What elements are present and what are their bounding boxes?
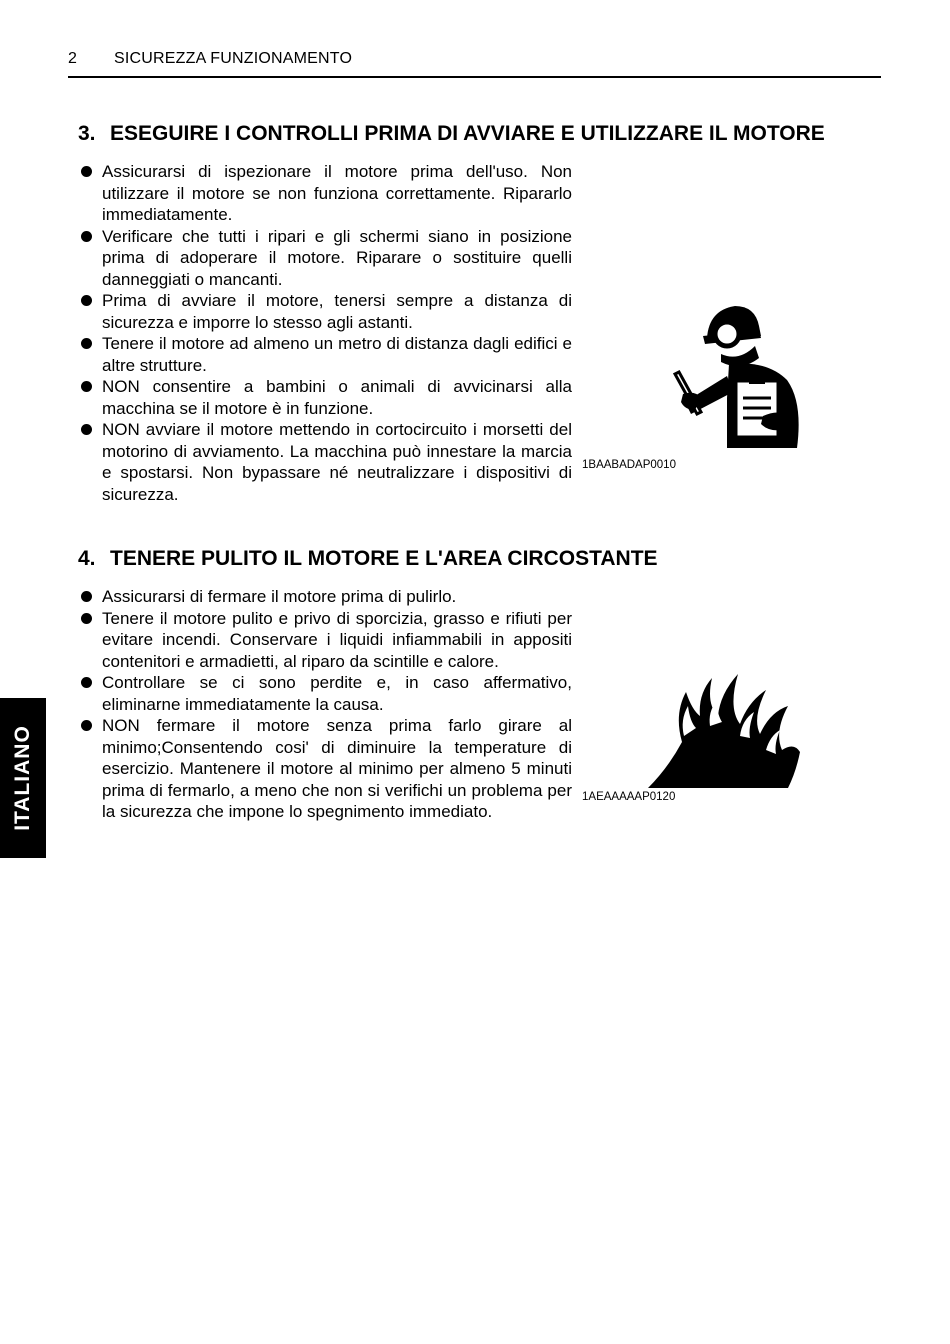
section-number: 4. xyxy=(78,547,96,570)
list-item: Assicurarsi di ispezionare il motore prima dell'uso. Non utilizzare il motore se non funziona correttamente. Ripararlo immediatamente. xyxy=(78,161,572,226)
page-header xyxy=(68,50,881,78)
figure-code: 1BAABADAP0010 xyxy=(582,459,676,471)
page-number: 2 xyxy=(68,50,78,67)
language-label: ITALIANO xyxy=(11,725,34,831)
list-item: NON fermare il motore senza prima farlo girare al minimo;Consentendo cosi' di diminuire la temperature di esercizio. Mantenere il motore al minimo per almeno 5 minuti prima di fermarlo, a meno che non si verifichi un problema per la sicurezza che impone lo spegnimento immediato. xyxy=(78,715,572,823)
list-item: Assicurarsi di fermare il motore prima di pulirlo. xyxy=(78,586,572,608)
list-item: Tenere il motore pulito e privo di sporcizia, grasso e rifiuti per evitare incendi. Conservare i liquidi infiammabili in appositi contenitori e armadietti, al riparo da scintille e calore. xyxy=(78,608,572,673)
section-4-bullet-list xyxy=(78,586,572,823)
section-4-title xyxy=(78,547,658,571)
section-heading: ESEGUIRE I CONTROLLI PRIMA DI AVVIARE E UTILIZZARE IL MOTORE xyxy=(110,122,825,145)
section-3-title xyxy=(78,122,825,146)
section-3-bullet-list xyxy=(78,161,572,505)
list-item: Controllare se ci sono perdite e, in caso affermativo, eliminarne immediatamente la causa. xyxy=(78,672,572,715)
figure-code: 1AEAAAAAP0120 xyxy=(582,791,676,803)
list-item: Tenere il motore ad almeno un metro di distanza dagli edifici e altre strutture. xyxy=(78,333,572,376)
list-item: NON avviare il motore mettendo in cortocircuito i morsetti del motorino di avviamento. La macchina può innestare la marcia e spostarsi. Non bypassare né neutralizzare i dispositivi di sicurezza. xyxy=(78,419,572,505)
inspector-with-clipboard-icon xyxy=(655,298,805,448)
section-heading: TENERE PULITO IL MOTORE E L'AREA CIRCOSTANTE xyxy=(110,547,658,570)
language-side-tab xyxy=(0,698,46,858)
section-number: 3. xyxy=(78,122,96,145)
header-title: SICUREZZA FUNZIONAMENTO xyxy=(114,50,353,67)
list-item: Verificare che tutti i ripari e gli schermi siano in posizione prima di adoperare il motore. Riparare o sostituire quelli danneggiati o mancanti. xyxy=(78,226,572,291)
list-item: NON consentire a bambini o animali di avvicinarsi alla macchina se il motore è in funzione. xyxy=(78,376,572,419)
fire-flames-icon xyxy=(648,672,803,790)
list-item: Prima di avviare il motore, tenersi sempre a distanza di sicurezza e imporre lo stesso agli astanti. xyxy=(78,290,572,333)
